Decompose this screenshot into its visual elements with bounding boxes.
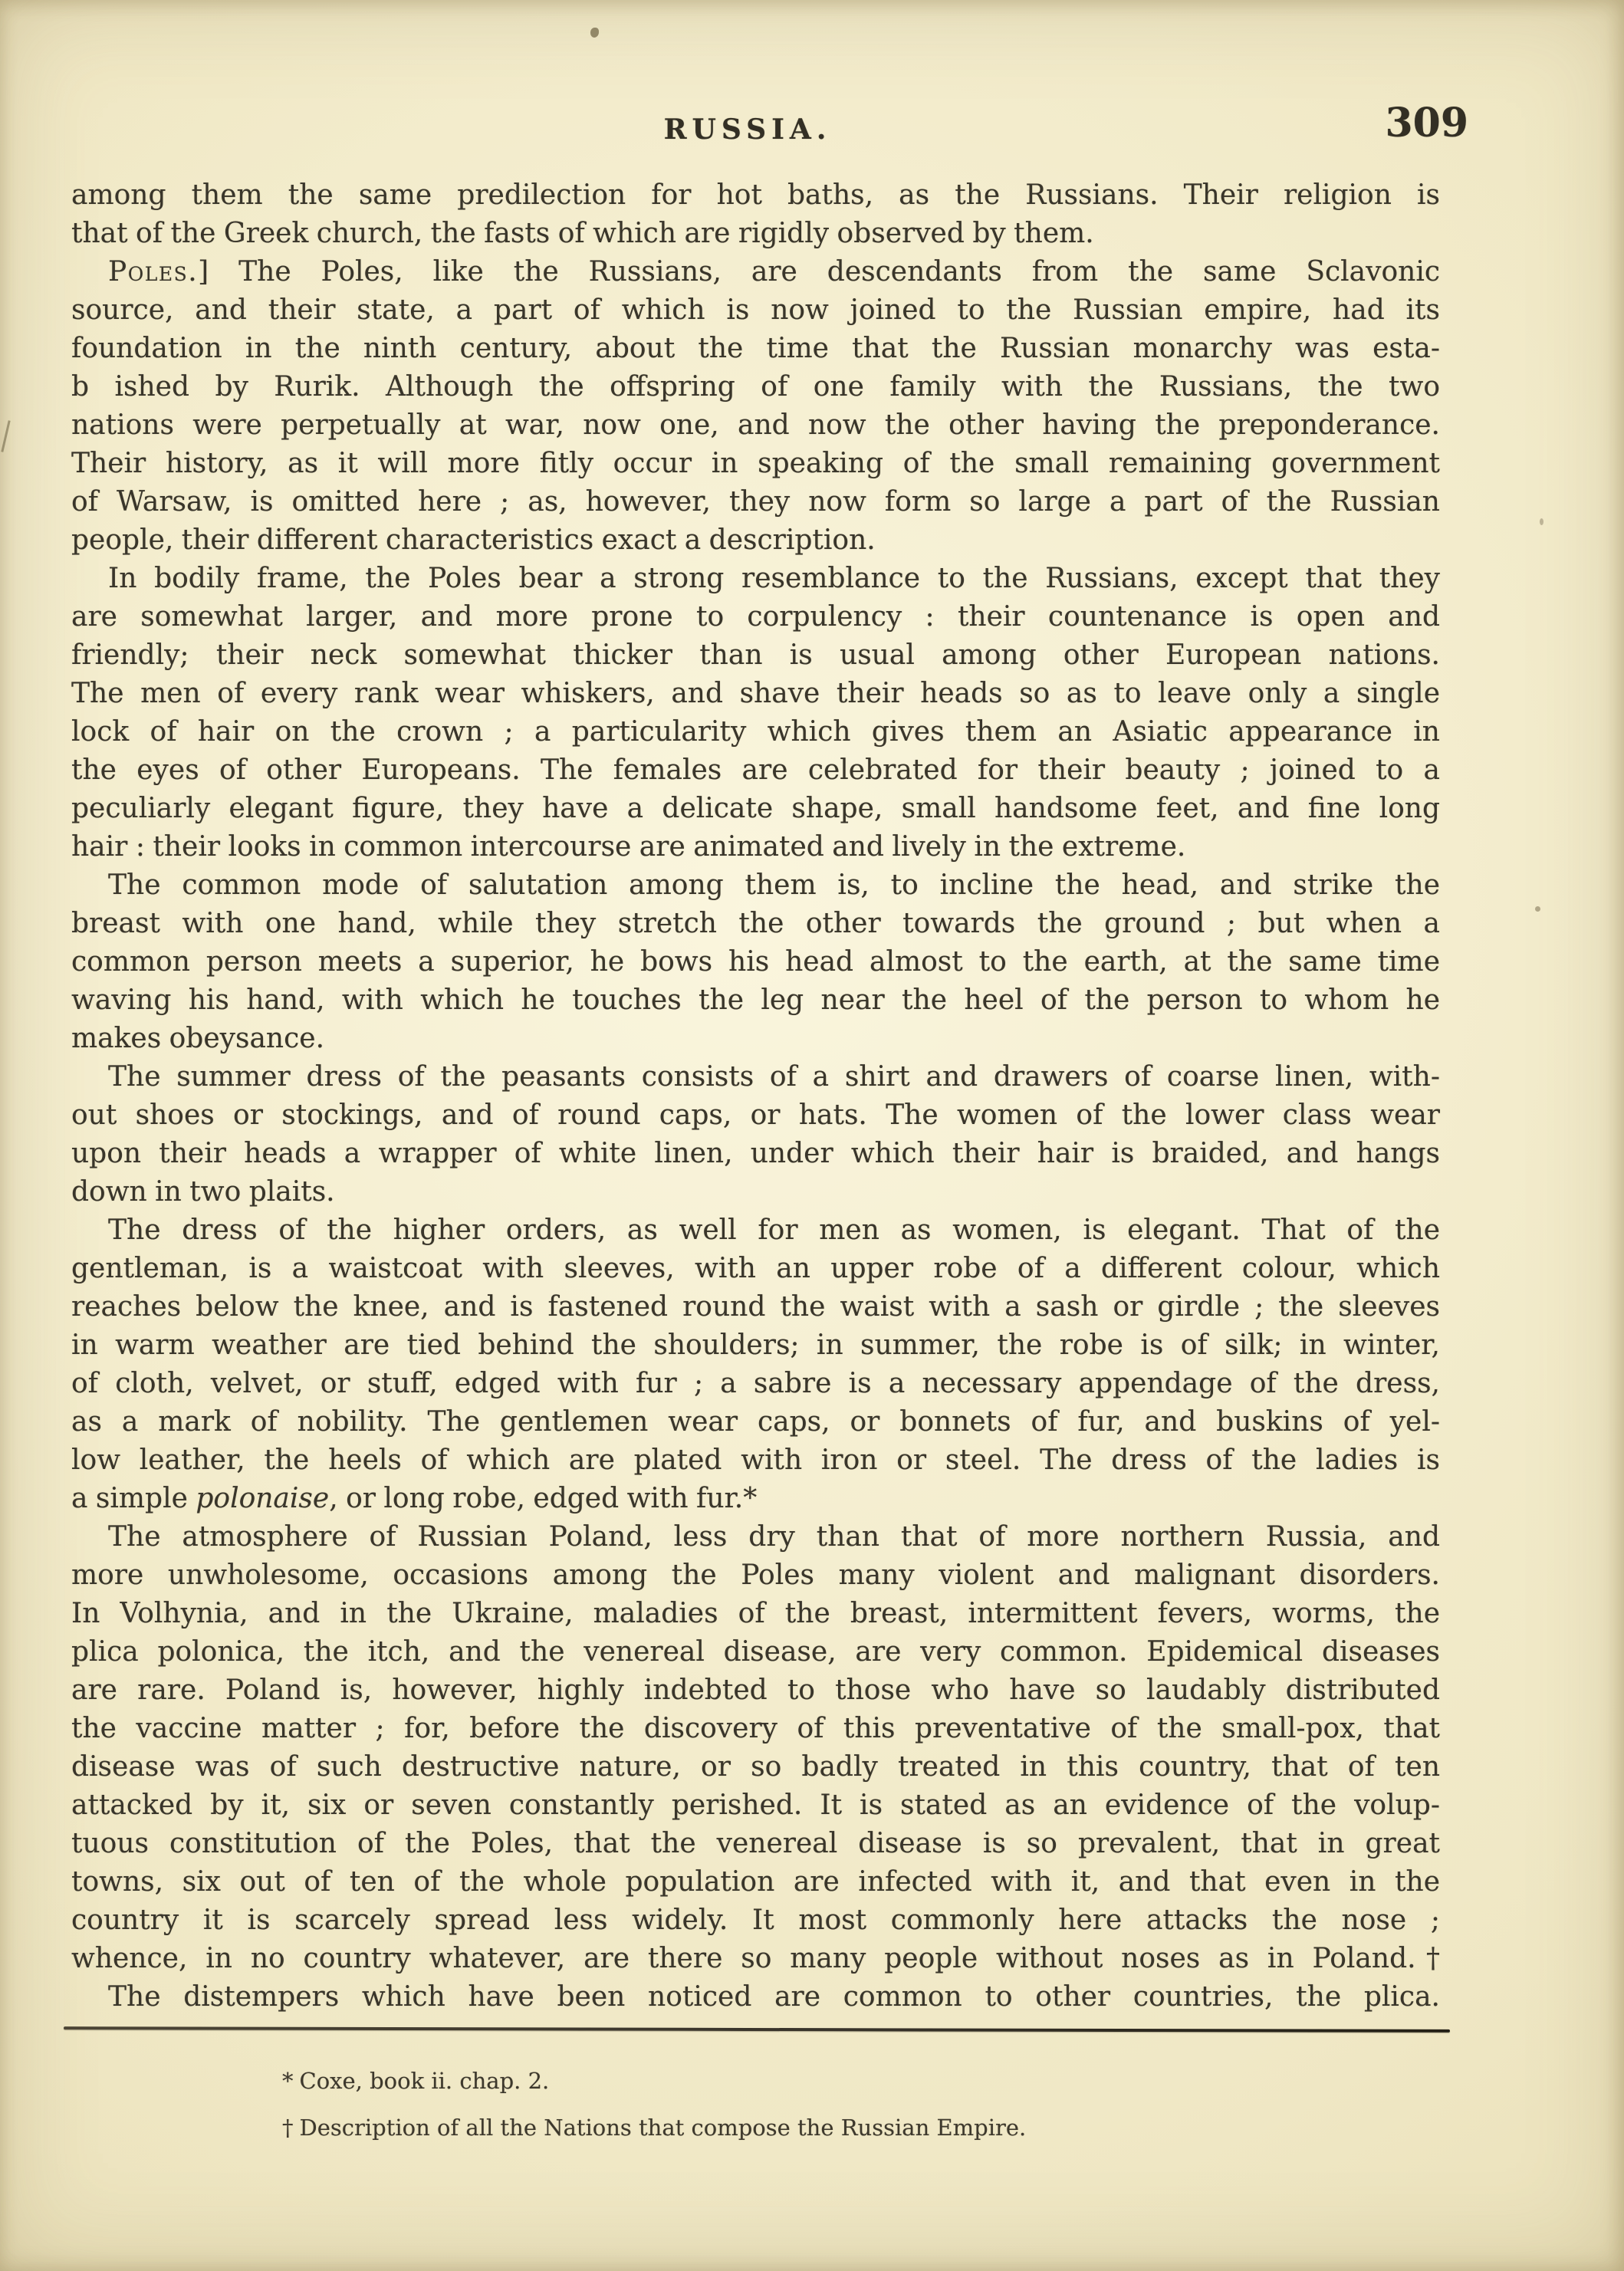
text-line: low leather, the heels of which are plated with iron or steel. The dress of the ladies is (71, 1444, 1440, 1476)
text-line: attacked by it, six or seven constantly perished. It is stated as an evidence of the volup- (71, 1790, 1440, 1821)
text-line: gentleman, is a waistcoat with sleeves, with an upper robe of a different colour, which (71, 1253, 1440, 1284)
text-line: out shoes or stockings, and of round caps, or hats. The women of the lower class wear (71, 1099, 1440, 1131)
text-line: Poles.] The Poles, like the Russians, are descendants from the same Sclavonic (108, 256, 1440, 288)
text-line: reaches below the knee, and is fastened round the waist with a sash or girdle ; the sleeves (71, 1291, 1440, 1323)
text-line: people, their different characteristics exact a description. (71, 524, 876, 556)
text-line: more unwholesome, occasions among the Poles many violent and malignant disorders. (71, 1559, 1440, 1591)
text-line: disease was of such destructive nature, or so badly treated in this country, that of ten (71, 1751, 1440, 1783)
text-line: b ished by Rurik. Although the offspring of one family with the Russians, the two (71, 371, 1440, 403)
footnote-marker: † (282, 2115, 294, 2141)
text-line: the vaccine matter ; for, before the discovery of this preventative of the small-pox, that (71, 1713, 1440, 1744)
text-line: towns, six out of ten of the whole population are infected with it, and that even in the (71, 1866, 1440, 1898)
paper-speck (1540, 518, 1543, 525)
text-line: the eyes of other Europeans. The females are celebrated for their beauty ; joined to a (71, 754, 1440, 786)
footnote-rule (64, 2026, 1450, 2033)
text-line: in warm weather are tied behind the shoulders; in summer, the robe is of silk; in winter, (71, 1329, 1440, 1361)
text-line: The atmosphere of Russian Poland, less dry than that of more northern Russia, and (108, 1521, 1440, 1553)
text-line: a simple polonaise, or long robe, edged with fur.* (71, 1483, 758, 1514)
text-line: that of the Greek church, the fasts of which are rigidly observed by them. (71, 218, 1094, 249)
text-line: waving his hand, with which he touches the leg near the heel of the person to whom he (71, 984, 1440, 1016)
footnote (282, 2058, 1026, 2105)
footnote-marker: * (282, 2068, 294, 2094)
text-line: hair : their looks in common intercourse are animated and lively in the extreme. (71, 831, 1186, 863)
footnote-text: Coxe, book ii. chap. 2. (299, 2068, 550, 2094)
text-line: The common mode of salutation among them is, to incline the head, and strike the (108, 869, 1440, 901)
text-line: upon their heads a wrapper of white linen, under which their hair is braided, and hangs (71, 1138, 1440, 1169)
text-line: tuous constitution of the Poles, that the venereal disease is so prevalent, that in great (71, 1828, 1440, 1859)
text-line: common person meets a superior, he bows his head almost to the earth, at the same time (71, 946, 1440, 978)
text-line: as a mark of nobility. The gentlemen wear caps, or bonnets of fur, and buskins of yel- (71, 1406, 1440, 1438)
body-text (71, 176, 1440, 2016)
text-line: of cloth, velvet, or stuff, edged with fur ; a sabre is a necessary appendage of the dress, (71, 1368, 1440, 1399)
text-line: whence, in no country whatever, are there so many people without noses as in Poland.† (71, 1943, 1440, 1974)
text-line: friendly; their neck somewhat thicker than is usual among other European nations. (71, 639, 1440, 671)
text-line: down in two plaits. (71, 1176, 335, 1208)
footnotes (282, 2058, 1026, 2151)
text-line: lock of hair on the crown ; a particularity which gives them an Asiatic appearance in (71, 716, 1440, 748)
text-line: nations were perpetually at war, now one, and now the other having the preponderance. (71, 409, 1440, 441)
text-line: source, and their state, a part of which is now joined to the Russian empire, had its (71, 294, 1440, 326)
page-number: 309 (1385, 100, 1468, 146)
paper-speck (1535, 906, 1540, 912)
text-line: peculiarly elegant figure, they have a delicate shape, small handsome feet, and fine long (71, 793, 1440, 824)
text-line: makes obeysance. (71, 1023, 325, 1054)
text-line: breast with one hand, while they stretch the other towards the ground ; but when a (71, 908, 1440, 939)
paper-speck (1, 420, 10, 452)
footnote (282, 2105, 1026, 2151)
text-line: are rare. Poland is, however, highly indebted to those who have so laudably distributed (71, 1674, 1440, 1706)
text-line: plica polonica, the itch, and the venereal disease, are very common. Epidemical diseases (71, 1636, 1440, 1668)
text-line: The distempers which have been noticed are common to other countries, the plica. (108, 1981, 1440, 2013)
text-line: of Warsaw, is omitted here ; as, however, they now form so large a part of the Russian (71, 486, 1440, 518)
running-title: RUSSIA. (663, 113, 832, 146)
text-line: In Volhynia, and in the Ukraine, maladies of the breast, intermittent fevers, worms, the (71, 1598, 1440, 1629)
text-line: foundation in the ninth century, about the time that the Russian monarchy was esta- (71, 333, 1440, 364)
paper-speck (590, 28, 599, 38)
text-line: country it is scarcely spread less widely. It most commonly here attacks the nose ; (71, 1905, 1440, 1936)
text-line: The summer dress of the peasants consists of a shirt and drawers of coarse linen, with- (108, 1061, 1440, 1093)
text-line: among them the same predilection for hot baths, as the Russians. Their religion is (71, 179, 1440, 211)
text-line: are somewhat larger, and more prone to corpulency : their countenance is open and (71, 601, 1440, 633)
text-line: The dress of the higher orders, as well for men as women, is elegant. That of the (108, 1214, 1440, 1246)
text-line: The men of every rank wear whiskers, and shave their heads so as to leave only a single (71, 678, 1440, 709)
text-line: Their history, as it will more fitly occur in speaking of the small remaining government (71, 448, 1440, 479)
footnote-text: Description of all the Nations that compose the Russian Empire. (299, 2115, 1027, 2141)
text-line: In bodily frame, the Poles bear a strong resemblance to the Russians, except that they (108, 563, 1440, 594)
